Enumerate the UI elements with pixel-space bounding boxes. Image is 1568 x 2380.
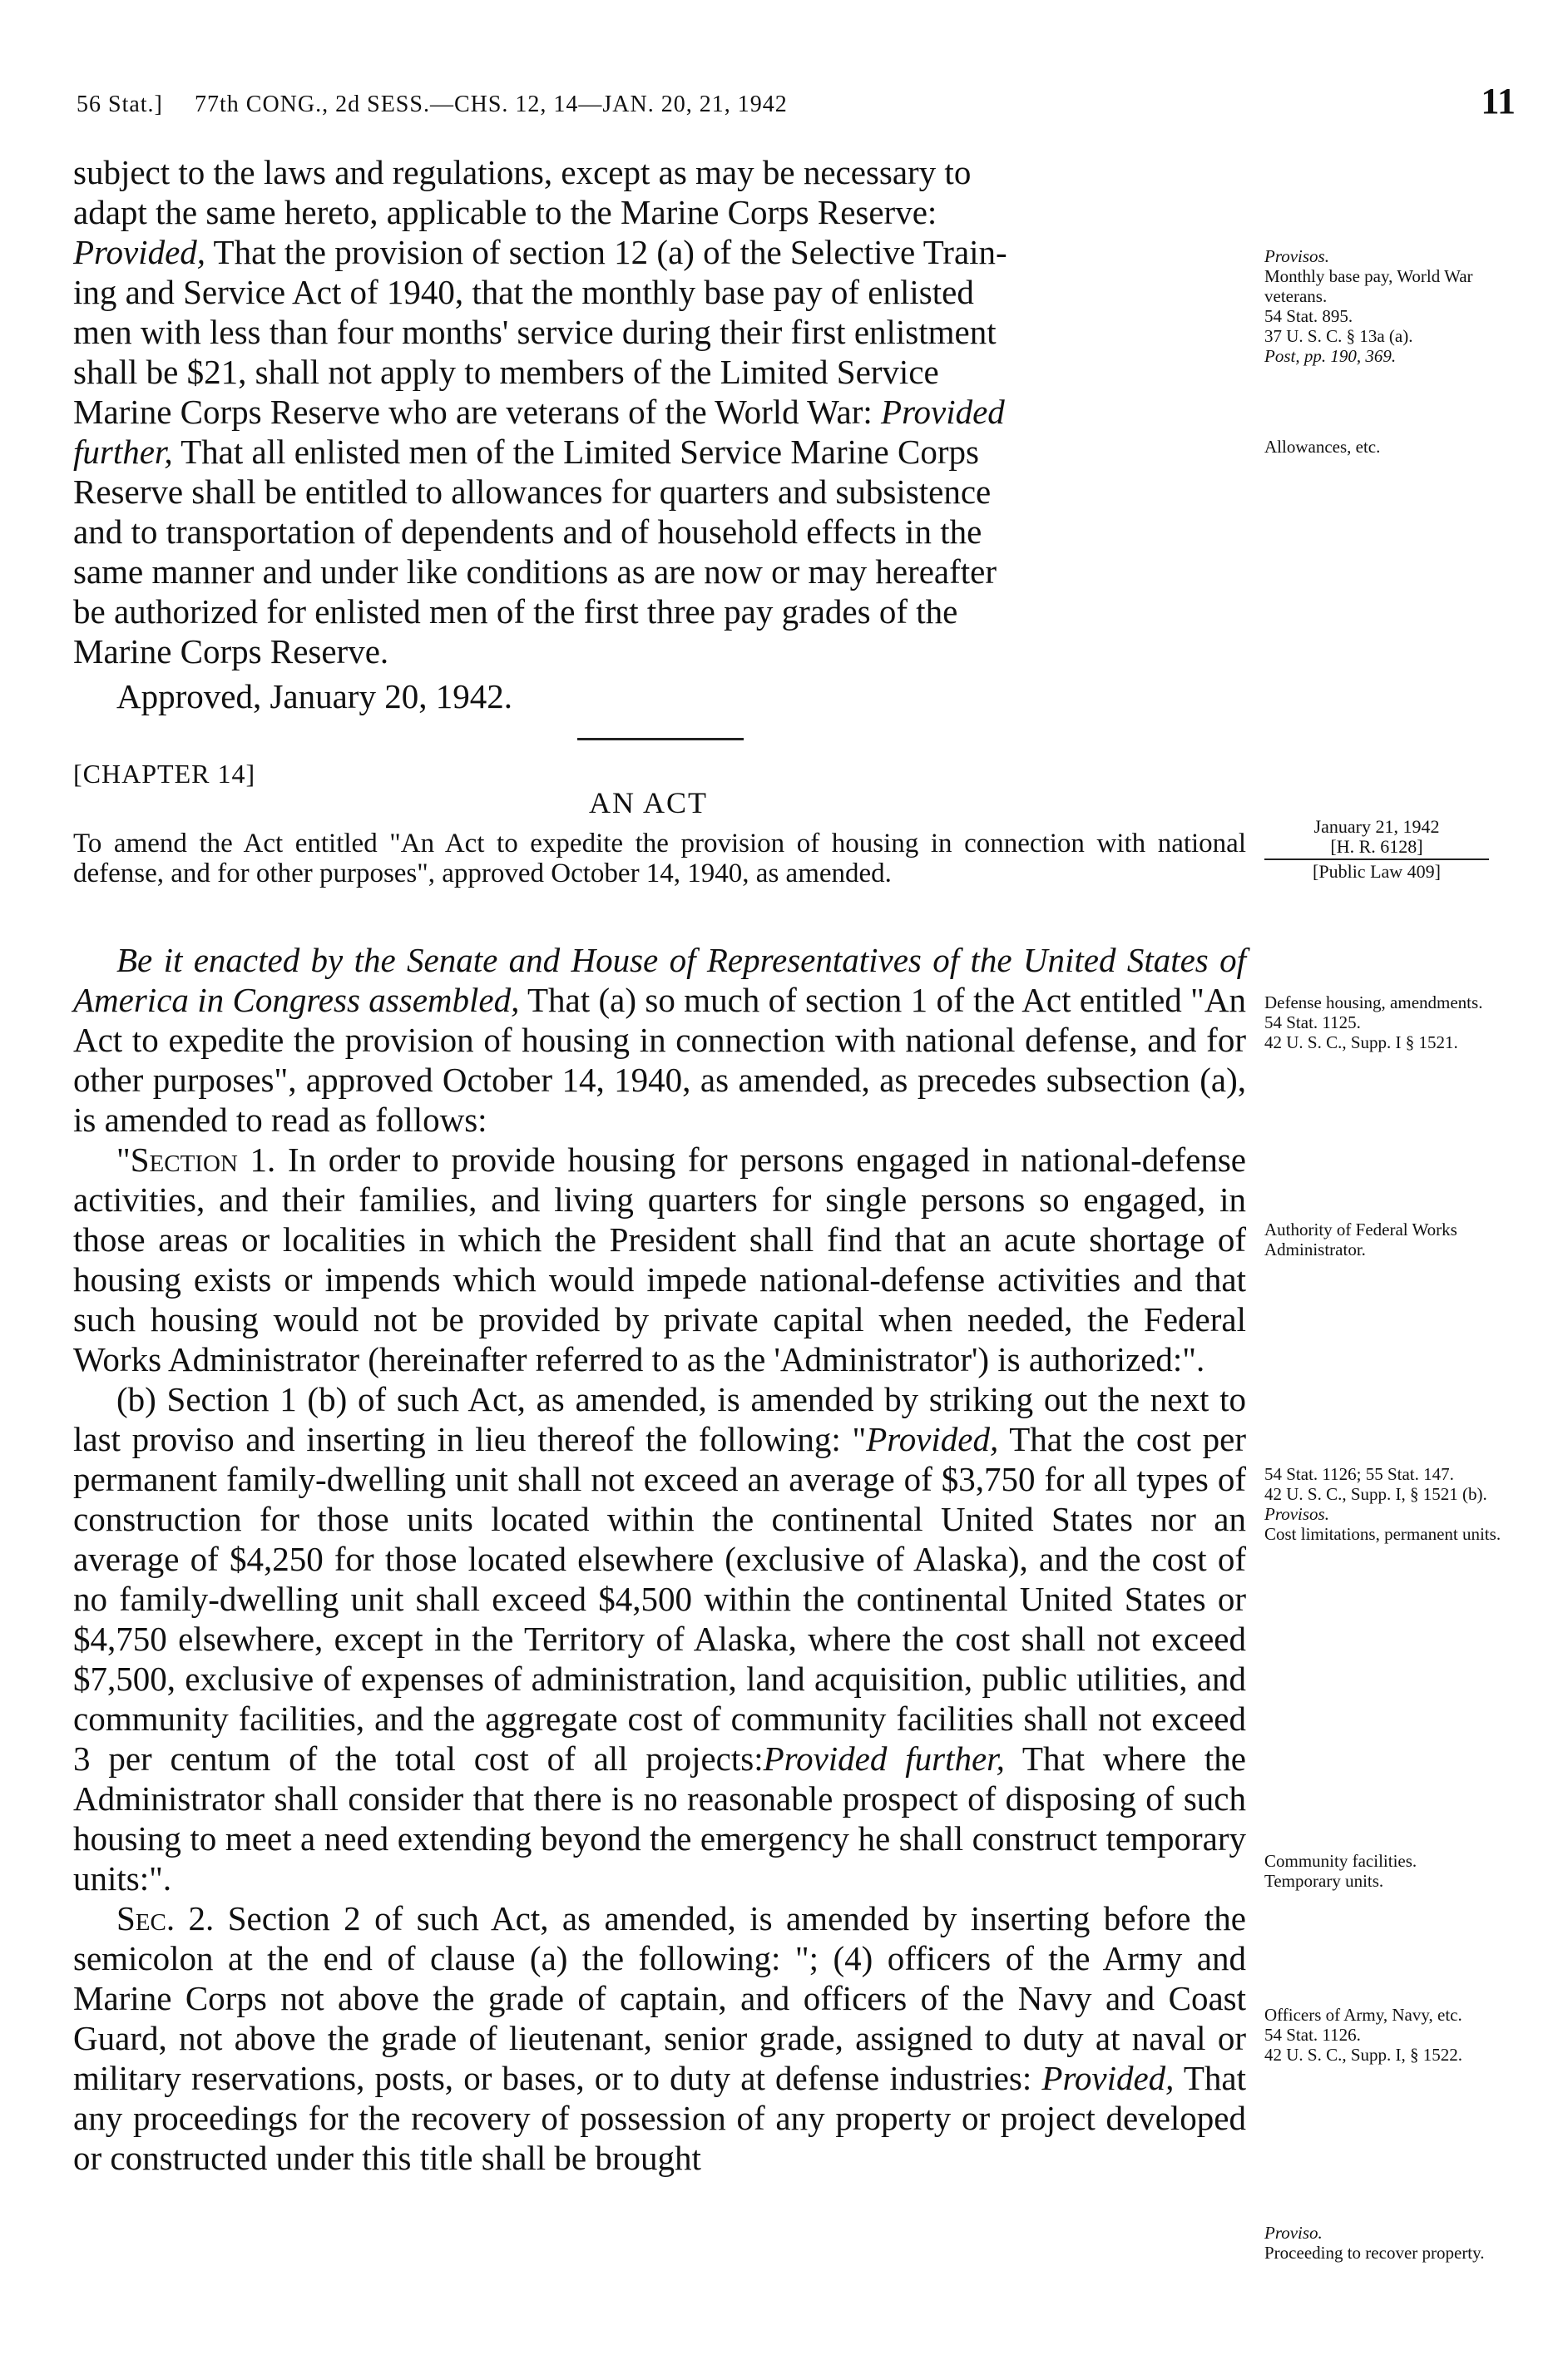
public-law: [Public Law 409] bbox=[1313, 861, 1441, 882]
text-span: That the cost per permanent family-dwelling unit shall not exceed an average of $3,750 for all types of construction for those units located within the continental United States nor an average of $4,250 for those located elsewhere (exclusive of Alaska), and the cost of no family-dwelling unit shall exceed $4,500 within the continental United States or $4,750 elsewhere, except in the Territory of Alaska, where the cost shall not exceed $7,500, exclusive of expenses of administration, land acquisition, public utilities, and community facilities, and the aggregate cost of community facilities shall not exceed 3 per centum of the total cost of all projects: bbox=[73, 1420, 1246, 1778]
text-line: subject to the laws and regulations, except as may be necessary to bbox=[73, 153, 972, 191]
margin-stat-ref: 54 Stat. 895. bbox=[1264, 306, 1353, 326]
margin-usc-ref: 37 U. S. C. § 13a (a). bbox=[1264, 326, 1413, 346]
purpose-text: To amend the Act entitled "An Act to expedite the provision of housing in connection with national defense, and for other purposes", approved October 14, 1940, as amended. bbox=[73, 829, 1246, 888]
margin-note: Provisos. bbox=[1264, 1504, 1329, 1524]
margin-notes-ch12 bbox=[1264, 246, 1514, 366]
text-line: men with less than four months' service during their first enlistment bbox=[73, 313, 997, 351]
section-2-paragraph bbox=[73, 1898, 1246, 2178]
text-span: That the provision of section 12 (a) of the Selective Train- bbox=[213, 233, 1007, 271]
text-line bbox=[73, 432, 1246, 472]
margin-post-ref: Post, pp. 190, 369. bbox=[1264, 346, 1397, 366]
text-span: In order to provide housing for persons engaged in national-defense activities, and their families, and living quarters for single persons so engaged, in those areas or localities in which the President shall find that an acute shortage of housing exists or impends which would impede national-defense activities and that such housing would not be provided by private capital when needed, the Federal Works Administrator (hereinafter referred to as the 'Administrator') is authorized:". bbox=[73, 1141, 1246, 1378]
text-line: Marine Corps Reserve. bbox=[73, 632, 389, 670]
margin-cost bbox=[1264, 1464, 1514, 1544]
text-line bbox=[73, 392, 1246, 432]
section-label: Sec. 2. bbox=[116, 1899, 215, 1937]
margin-defense-housing bbox=[1264, 992, 1514, 1052]
statute-volume: 56 Stat.] bbox=[77, 92, 163, 117]
act-purpose bbox=[73, 829, 1246, 888]
text-span: That where the Administrator shall consider that there is no reasonable prospect of disposing of such housing to meet a need extending beyond the emergency he shall construct temporary units:". bbox=[73, 1739, 1247, 1898]
section-label: "Section 1. bbox=[116, 1141, 276, 1179]
provided-italic: Provided bbox=[881, 393, 1005, 431]
act-side-info bbox=[1264, 817, 1489, 882]
act-title: AN ACT bbox=[589, 786, 709, 819]
provided-italic: Provided, bbox=[866, 1420, 999, 1458]
text-line: adapt the same hereto, applicable to the Marine Corps Reserve: bbox=[73, 193, 937, 231]
provided-italic: Provided, bbox=[1041, 2059, 1175, 2097]
margin-note: Temporary units. bbox=[1264, 1871, 1384, 1891]
text-line: Reserve shall be entitled to allowances for quarters and subsistence bbox=[73, 473, 992, 511]
margin-note: 54 Stat. 1125. bbox=[1264, 1012, 1361, 1032]
margin-authority: Authority of Federal Works Administrator. bbox=[1264, 1220, 1457, 1259]
text-span: That all enlisted men of the Limited Service Marine Corps bbox=[181, 433, 979, 471]
margin-note: Cost limitations, permanent units. bbox=[1264, 1524, 1501, 1544]
page-header bbox=[77, 80, 1516, 130]
chapter-separator bbox=[577, 738, 744, 740]
side-rule bbox=[1264, 858, 1489, 860]
act-date: January 21, 1942 bbox=[1313, 816, 1440, 837]
margin-note: 42 U. S. C., Supp. I, § 1521 (b). bbox=[1264, 1484, 1487, 1504]
text-span: (b) Section 1 (b) of such Act, as amended, is amended by striking out the next to last proviso and inserting in lieu thereof the following: " bbox=[73, 1380, 1246, 1458]
text-line: same manner and under like conditions as are now or may hereafter bbox=[73, 552, 997, 591]
margin-allowances: Allowances, etc. bbox=[1264, 437, 1381, 457]
subsection-b-paragraph bbox=[73, 1379, 1246, 1898]
hr-number: [H. R. 6128] bbox=[1330, 836, 1423, 857]
margin-monthly-pay: Monthly base pay, World War veterans. bbox=[1264, 266, 1473, 306]
margin-community bbox=[1264, 1851, 1514, 1891]
text-span: Section 2 of such Act, as amended, is amended by inserting before the semicolon at the end of clause (a) the following: "; (4) officers of the Army and Marine Corps not above the grade of captain, and officers of the Navy and Coast Guard, not above the grade of lieutenant, senior grade, assigned to duty at naval or military reservations, posts, or bases, or to duty at defense industries: bbox=[73, 1899, 1247, 2097]
margin-note: Proviso. bbox=[1264, 2223, 1323, 2243]
section-1-paragraph bbox=[73, 1140, 1246, 1379]
text-line bbox=[73, 232, 1246, 272]
margin-note: 54 Stat. 1126; 55 Stat. 147. bbox=[1264, 1464, 1454, 1484]
text-span: That any proceedings for the recovery of possession of any property or project developed or constructed under this title shall be brought bbox=[73, 2059, 1247, 2177]
margin-note: Officers of Army, Navy, etc. bbox=[1264, 2005, 1462, 2025]
margin-provisos: Provisos. bbox=[1264, 246, 1329, 266]
session-chapters-line: 77th CONG., 2d SESS.—CHS. 12, 14—JAN. 20, 21, 1942 bbox=[195, 92, 788, 117]
chapter-label: [CHAPTER 14] bbox=[73, 759, 256, 789]
chapter-12-text bbox=[73, 152, 1246, 716]
enacting-clause: Be it enacted by the Senate and House of Representatives of the United States of America in Congress assembled, bbox=[73, 941, 1246, 1019]
margin-note: 54 Stat. 1126. bbox=[1264, 2025, 1361, 2045]
text-span: Marine Corps Reserve who are veterans of the World War: bbox=[73, 393, 873, 431]
margin-note: 42 U. S. C., Supp. I § 1521. bbox=[1264, 1032, 1458, 1052]
text-line: shall be $21, shall not apply to members of the Limited Service bbox=[73, 353, 939, 391]
chapter-14-text bbox=[73, 940, 1246, 2178]
text-span: That (a) so much of section 1 of the Act entitled "An Act to expedite the provision of housing in connection with national defense, and for other purposes", approved October 14, 1940, as amended, as precedes subsection (a), is amended to read as follows: bbox=[73, 981, 1247, 1139]
margin-officers bbox=[1264, 2005, 1514, 2065]
margin-note: Defense housing, amendments. bbox=[1264, 992, 1483, 1012]
margin-proviso bbox=[1264, 2223, 1514, 2263]
text-line: and to transportation of dependents and of household effects in the bbox=[73, 512, 982, 551]
provided-further-italic: Provided further, bbox=[763, 1739, 1005, 1778]
provided-italic: Provided, bbox=[73, 233, 206, 271]
page-number: 11 bbox=[1481, 81, 1516, 121]
further-italic: further, bbox=[73, 433, 173, 471]
text-line: be authorized for enlisted men of the first three pay grades of the bbox=[73, 592, 958, 631]
margin-note: Proceeding to recover property. bbox=[1264, 2243, 1485, 2263]
text-line: ing and Service Act of 1940, that the monthly base pay of enlisted bbox=[73, 273, 974, 311]
margin-note: Community facilities. bbox=[1264, 1851, 1417, 1871]
margin-note: 42 U. S. C., Supp. I, § 1522. bbox=[1264, 2045, 1463, 2065]
approved-date: Approved, January 20, 1942. bbox=[116, 677, 512, 715]
enacting-paragraph bbox=[73, 940, 1246, 1140]
